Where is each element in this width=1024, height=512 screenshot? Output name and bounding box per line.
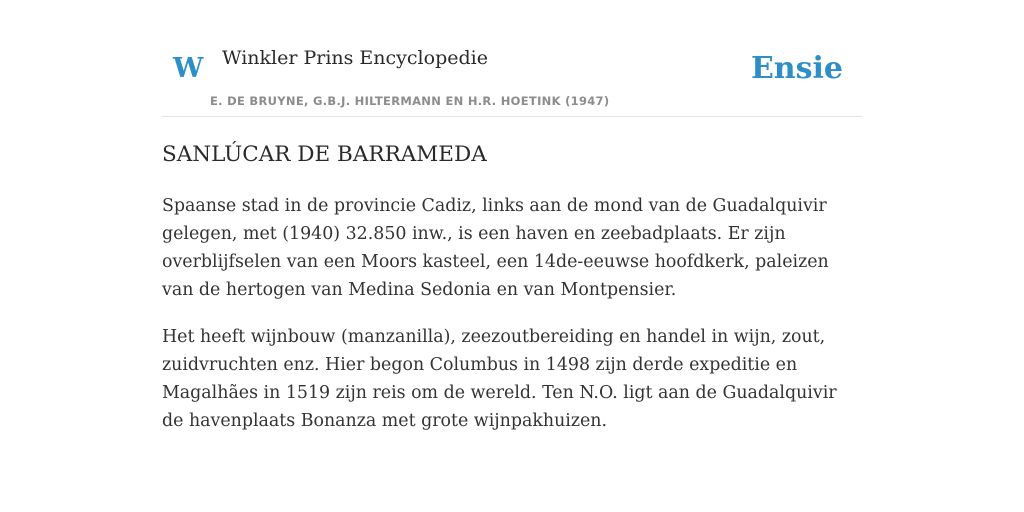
article-paragraph: Het heeft wijnbouw (manzanilla), zeezoutbereiding en handel in wijn, zout, zuidvruchten enz. Hier begon Columbus in 1498 zijn derde expeditie en Magalhães in 1519 zijn reis om de wereld. Ten N.O. ligt aan de Guadalquivir de havenplaats Bonanza met grote wijnpakhuizen. <box>162 327 837 431</box>
winkler-prins-logo-icon[interactable]: W <box>173 53 204 84</box>
ensie-logo[interactable]: Ensie <box>750 51 843 86</box>
article-paragraph: Spaanse stad in de provincie Cadiz, links aan de mond van de Guadalquivir gelegen, met (1940) 32.850 inw., is een haven en zeebadplaats. Er zijn overblijfselen van een Moors kasteel, een 14de-eeuwse hoofdkerk, paleizen van de hertogen van Medina Sedonia en van Montpensier. <box>162 196 829 300</box>
source-title[interactable]: Winkler Prins Encyclopedie <box>222 47 488 69</box>
source-authors: E. DE BRUYNE, G.B.J. HILTERMANN EN H.R. HOETINK (1947) <box>210 94 610 108</box>
article-title: SANLÚCAR DE BARRAMEDA <box>162 142 487 167</box>
source-header <box>162 0 862 117</box>
